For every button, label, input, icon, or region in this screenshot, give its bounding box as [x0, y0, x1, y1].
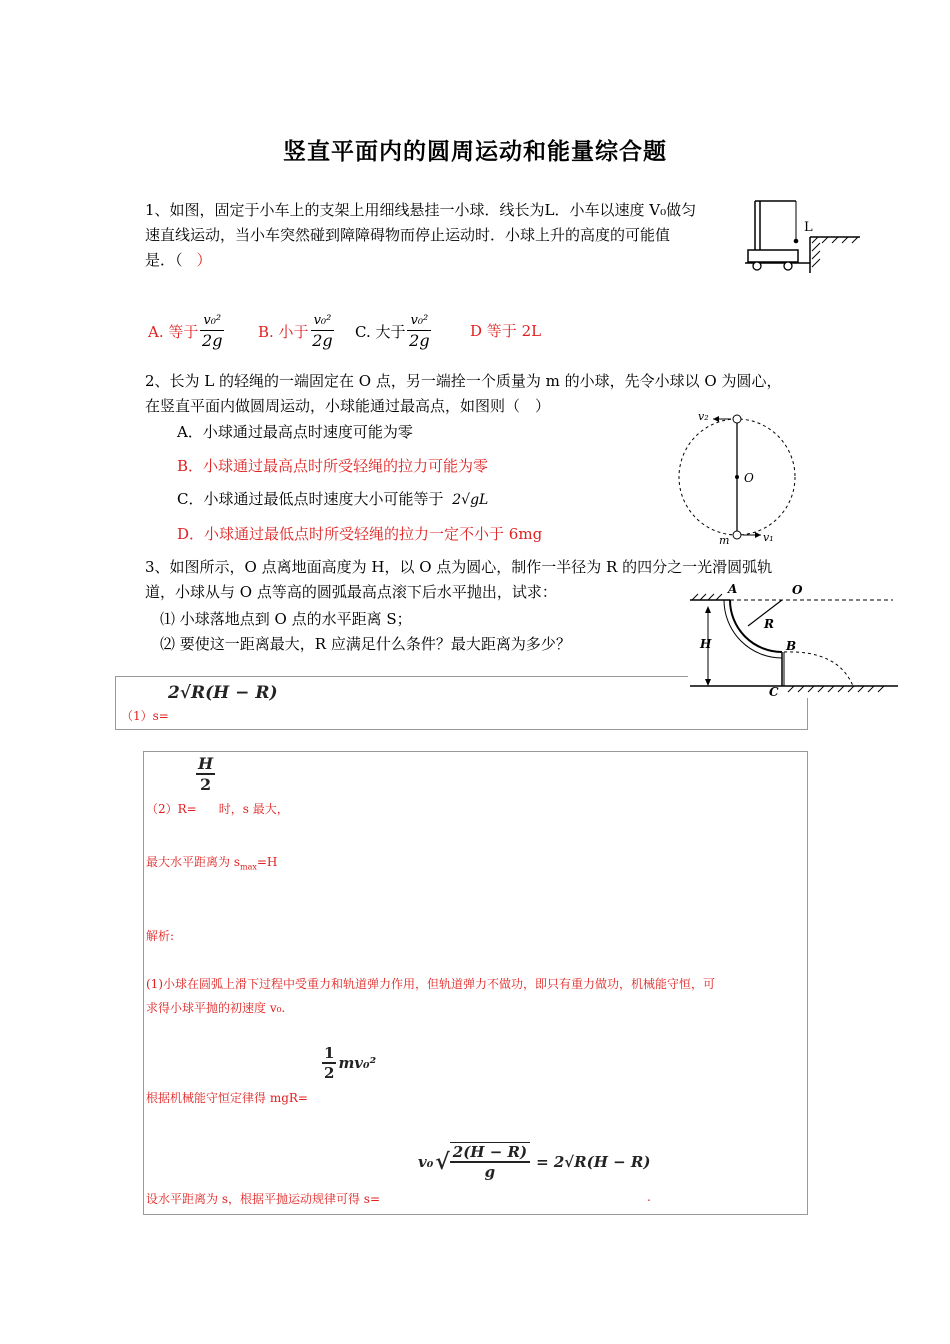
option-d: D 等于 2L [470, 322, 542, 340]
r-fraction: H 2 [198, 754, 214, 794]
answer2-r-line: （2）R= 时，s 最大， [146, 802, 289, 816]
v2-label: v₂ [698, 410, 709, 423]
q2-option-d: D．小球通过最低点时所受轻绳的拉力一定不小于 6mg [177, 525, 543, 543]
cart-pendulum-figure [740, 195, 865, 275]
q2-option-b: B．小球通过最高点时所受轻绳的拉力可能为零 [177, 457, 489, 475]
q3-sub2: ⑵ 要使这一距离最大，R 应满足什么条件？最大距离为多少？ [160, 635, 571, 653]
option-b: B. 小于 $\frac{\text{v₀²}}{2g}$ [258, 312, 333, 350]
q3-line1: 3、如图所示，O 点离地面高度为 H，以 O 点为圆心，制作一半径为 R 的四分之一光滑圆弧轨 [145, 558, 773, 576]
q2-line1: 2、长为 L 的轻绳的一端固定在 O 点，另一端拴一个质量为 m 的小球，先令小球以 O 为圆心， [145, 372, 782, 390]
point-a-label: A [728, 582, 738, 596]
energy-line: 根据机械能守恒定律得 mgR= [146, 1091, 308, 1105]
analysis-paragraph: (1)小球在圆弧上滑下过程中受重力和轨道弹力作用，但轨道弹力不做功，即只有重力做功，机械能守恒，可 求得小球平抛的初速度 v₀. [146, 977, 716, 1015]
q1-answer-paren: ） [196, 251, 212, 269]
answer2-max-line: 最大水平距离为 $s_{max}=H$ [146, 855, 278, 872]
q3-sub1: ⑴ 小球落地点到 O 点的水平距离 S； [160, 610, 412, 628]
sqrt-gl-expression: 2√gL [452, 492, 489, 508]
question-1 [145, 198, 735, 273]
option-c: C. 大于 $\frac{\text{v₀²}}{2g}$ [355, 312, 430, 350]
distance-expression: v₀ √ $\frac{2(H - R)}{g}$ = 2√R(H − R) [418, 1143, 651, 1181]
radius-r-label: R [764, 617, 774, 631]
vertical-circle-figure [668, 405, 808, 550]
q2-option-c: C．小球通过最低点时速度大小可能等于 2√gL [177, 490, 489, 508]
q1-line1: 1、如图，固定于小车上的支架上用细线悬挂一小球．线长为L．小车以速度 V₀做匀 [145, 201, 697, 219]
distance-line: 设水平距离为 s，根据平抛运动规律可得 s= [146, 1192, 381, 1206]
quarter-arc-figure [688, 578, 900, 698]
q1-figure-label: L [804, 220, 813, 235]
option-a: A. 等于 $\frac{\text{v₀²}}{2g}$ [148, 312, 223, 350]
mass-m-label: m [719, 534, 730, 547]
answer-box-2 [143, 751, 808, 1215]
q1-line3: 是．（ ） [145, 251, 212, 269]
point-o-label: O [792, 583, 803, 597]
page-title: 竖直平面内的圆周运动和能量综合题 [283, 138, 667, 165]
q1-options [148, 306, 748, 356]
q2-option-a: A．小球通过最高点时速度可能为零 [177, 423, 413, 441]
point-b-label: B [786, 639, 797, 653]
point-c-label: C [769, 685, 779, 698]
q3-line2: 道，小球从与 O 点等高的圆弧最高点滚下后水平抛出，试求： [145, 583, 557, 601]
answer1-expression: 2√R(H − R) [168, 683, 278, 703]
analysis-label: 解析: [146, 929, 175, 943]
q1-line2: 速直线运动，当小车突然碰到障障碍物而停止运动时．小球上升的高度的可能值 [145, 226, 671, 244]
height-h-label: H [700, 637, 712, 651]
q2-line2: 在竖直平面内做圆周运动，小球能通过最高点，如图则（ ） [145, 397, 551, 415]
distance-end: . [647, 1190, 651, 1204]
v1-label: v₁ [763, 531, 774, 544]
center-o-label: O [744, 471, 754, 485]
answer1-label: （1）s= [121, 709, 169, 723]
energy-expression: 1 2 mv₀² [324, 1044, 377, 1082]
